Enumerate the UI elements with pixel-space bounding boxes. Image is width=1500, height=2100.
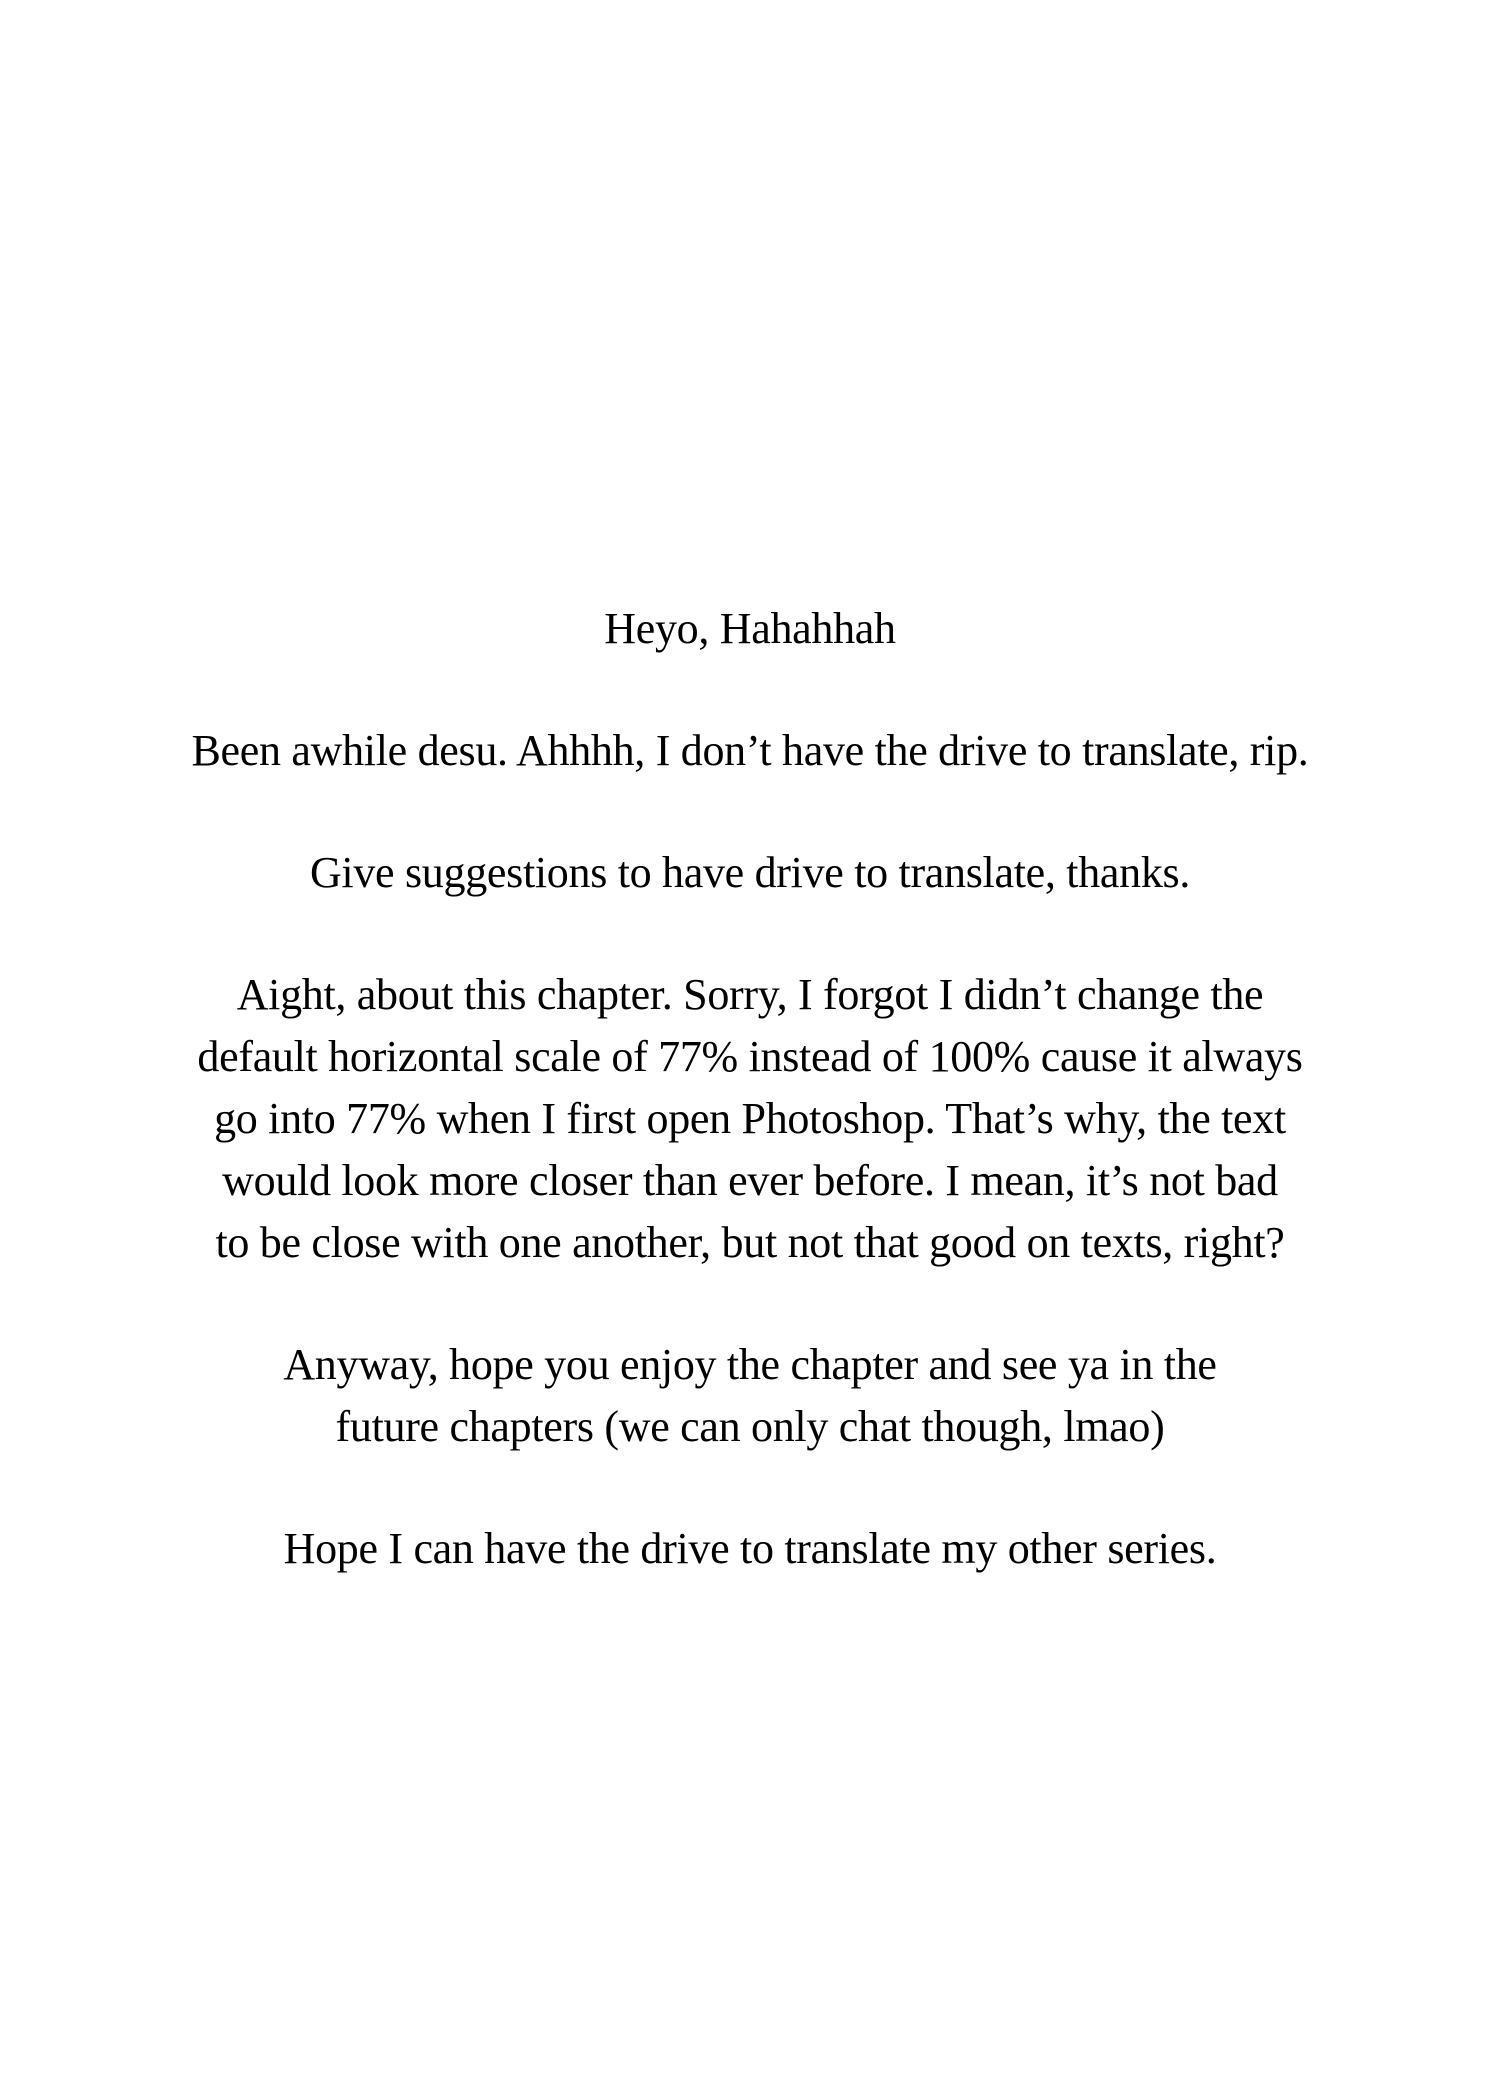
note-paragraph-3 bbox=[0, 964, 1500, 1274]
note-line: Heyo, Hahahhah bbox=[604, 604, 896, 653]
note-greeting bbox=[0, 598, 1500, 660]
note-line: Aight, about this chapter. Sorry, I forgot I didn’t change the bbox=[236, 970, 1264, 1019]
note-line: Anyway, hope you enjoy the chapter and see ya in the bbox=[283, 1340, 1217, 1389]
note-paragraph-2 bbox=[0, 842, 1500, 904]
translator-note bbox=[0, 598, 1500, 1640]
note-line: would look more closer than ever before. I mean, it’s not bad bbox=[222, 1156, 1278, 1205]
note-line: future chapters (we can only chat though, lmao) bbox=[335, 1402, 1165, 1451]
note-paragraph-4 bbox=[0, 1334, 1500, 1458]
note-line: Been awhile desu. Ahhhh, I don’t have the drive to translate, rip. bbox=[191, 726, 1309, 775]
note-line: Give suggestions to have drive to translate, thanks. bbox=[309, 848, 1191, 897]
note-line: default horizontal scale of 77% instead of 100% cause it always bbox=[197, 1032, 1303, 1081]
note-line: to be close with one another, but not that good on texts, right? bbox=[215, 1218, 1285, 1267]
note-paragraph-5 bbox=[0, 1518, 1500, 1580]
note-paragraph-1 bbox=[0, 720, 1500, 782]
note-line: Hope I can have the drive to translate my other series. bbox=[283, 1524, 1217, 1573]
note-line: go into 77% when I first open Photoshop. That’s why, the text bbox=[214, 1094, 1286, 1143]
